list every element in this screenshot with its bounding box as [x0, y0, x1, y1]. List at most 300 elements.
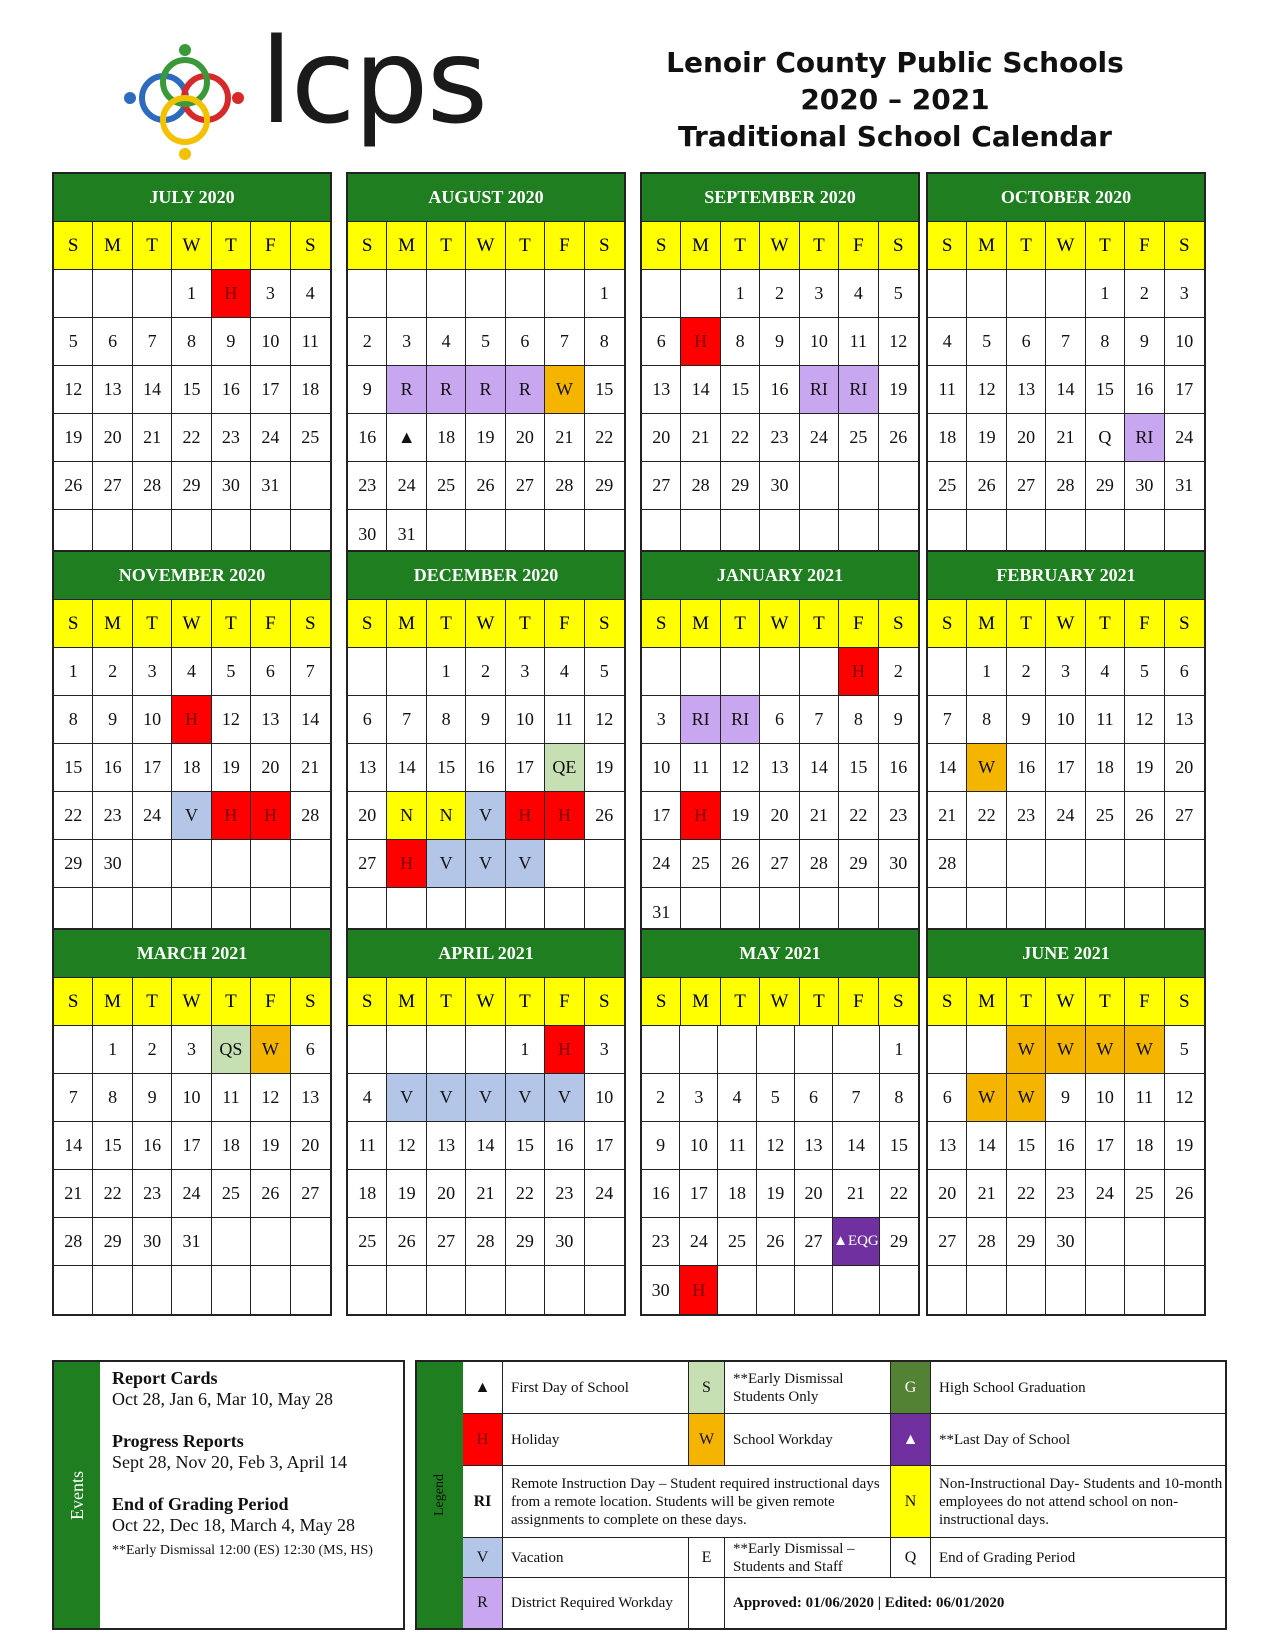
weekday-label: T [212, 978, 251, 1026]
month-may-2021 [640, 928, 920, 1316]
day-cell: 25 [839, 414, 878, 462]
day-cell: 16 [133, 1122, 172, 1170]
weekday-label: F [251, 222, 290, 270]
weekday-label: S [54, 222, 93, 270]
day-cell: 15 [427, 744, 466, 792]
day-cell: 24 [1165, 414, 1204, 462]
month-title: OCTOBER 2020 [928, 174, 1204, 222]
day-cell: 11 [545, 696, 584, 744]
day-cell: 27 [93, 462, 132, 510]
day-cell: 19 [879, 366, 918, 414]
day-cell [427, 1026, 466, 1074]
day-cell: 15 [54, 744, 93, 792]
day-cell: 30 [642, 1266, 680, 1314]
day-cell: 23 [760, 414, 799, 462]
weekday-header-row [348, 222, 624, 270]
day-cell [348, 1266, 387, 1314]
month-april-2021 [346, 928, 626, 1316]
month-march-2021 [52, 928, 332, 1316]
day-grid [928, 1026, 1204, 1314]
day-cell: 14 [928, 744, 967, 792]
weekday-label: F [545, 600, 584, 648]
day-cell: 14 [681, 366, 720, 414]
day-cell: H [506, 792, 545, 840]
day-cell: 17 [642, 792, 681, 840]
day-cell: V [506, 1074, 545, 1122]
day-cell: 29 [721, 462, 760, 510]
weekday-label: T [506, 600, 545, 648]
day-cell: 8 [967, 696, 1006, 744]
day-cell [795, 1266, 833, 1314]
day-cell: 12 [387, 1122, 426, 1170]
weekday-label: T [133, 978, 172, 1026]
day-cell: 27 [795, 1218, 833, 1266]
day-cell: 10 [1046, 696, 1085, 744]
day-cell: 24 [642, 840, 681, 888]
weekday-header-row [642, 222, 918, 270]
day-cell: 7 [387, 696, 426, 744]
day-cell [928, 270, 967, 318]
day-cell [54, 1026, 93, 1074]
day-cell: 22 [721, 414, 760, 462]
day-cell: 3 [680, 1074, 718, 1122]
month-title: DECEMBER 2020 [348, 552, 624, 600]
day-cell: 26 [1125, 792, 1164, 840]
day-cell: 1 [93, 1026, 132, 1074]
day-cell: 10 [680, 1122, 718, 1170]
day-cell: 13 [93, 366, 132, 414]
day-cell [585, 1266, 624, 1314]
day-cell: 28 [967, 1218, 1006, 1266]
day-cell: QE [545, 744, 584, 792]
day-cell: 5 [54, 318, 93, 366]
day-grid [928, 270, 1204, 558]
day-cell: 12 [212, 696, 251, 744]
weekday-label: S [54, 600, 93, 648]
lcps-logo [120, 12, 520, 170]
day-cell: H [545, 1026, 584, 1074]
day-cell [1007, 270, 1046, 318]
day-cell: 1 [880, 1026, 918, 1074]
day-cell: 5 [466, 318, 505, 366]
day-cell: 4 [172, 648, 211, 696]
weekday-label: T [1086, 600, 1125, 648]
weekday-label: T [1086, 978, 1125, 1026]
day-grid [348, 648, 624, 936]
grading-symbol: Q [891, 1538, 931, 1578]
day-cell: 21 [681, 414, 720, 462]
day-cell: V [466, 792, 505, 840]
day-cell: 17 [1165, 366, 1204, 414]
day-cell: 31 [642, 888, 681, 936]
first-day-symbol: ▲ [463, 1362, 503, 1414]
day-cell [1007, 1266, 1046, 1314]
early-students-label: **Early Dismissal Students Only [725, 1362, 891, 1414]
day-cell: 13 [642, 366, 681, 414]
day-cell: 23 [1007, 792, 1046, 840]
day-cell [387, 270, 426, 318]
day-cell: 22 [172, 414, 211, 462]
day-cell: 16 [545, 1122, 584, 1170]
day-cell [54, 270, 93, 318]
day-cell [795, 1026, 833, 1074]
day-cell: 26 [1165, 1170, 1204, 1218]
legend-panel [415, 1360, 1227, 1630]
day-cell: 27 [642, 462, 681, 510]
weekday-label: M [681, 978, 720, 1026]
day-cell: 3 [133, 648, 172, 696]
weekday-label: S [585, 222, 624, 270]
weekday-header-row [928, 978, 1204, 1026]
day-cell: 18 [291, 366, 330, 414]
day-cell: 31 [251, 462, 290, 510]
day-cell: 8 [427, 696, 466, 744]
day-cell: 8 [880, 1074, 918, 1122]
day-cell [251, 840, 290, 888]
day-cell: 30 [1125, 462, 1164, 510]
day-cell: 30 [348, 510, 387, 558]
page-title [660, 44, 1130, 155]
weekday-label: S [291, 222, 330, 270]
day-cell: 14 [833, 1122, 880, 1170]
day-cell: 28 [681, 462, 720, 510]
day-cell: 5 [967, 318, 1006, 366]
day-cell: 10 [172, 1074, 211, 1122]
day-cell: 21 [800, 792, 839, 840]
day-cell [1165, 1218, 1204, 1266]
day-cell [348, 270, 387, 318]
day-cell [212, 840, 251, 888]
day-cell: R [387, 366, 426, 414]
day-cell [172, 1266, 211, 1314]
day-cell: 23 [642, 1218, 680, 1266]
weekday-label: S [928, 978, 967, 1026]
weekday-header-row [928, 222, 1204, 270]
month-title: JULY 2020 [54, 174, 330, 222]
day-cell: 10 [585, 1074, 624, 1122]
day-cell: 16 [879, 744, 918, 792]
month-july-2020 [52, 172, 332, 560]
day-cell [879, 462, 918, 510]
day-cell: 5 [879, 270, 918, 318]
day-cell [681, 270, 720, 318]
day-cell: 20 [795, 1170, 833, 1218]
day-cell: 4 [928, 318, 967, 366]
vacation-symbol: V [463, 1538, 503, 1578]
day-cell: 13 [348, 744, 387, 792]
day-cell: 6 [795, 1074, 833, 1122]
day-cell [251, 1218, 290, 1266]
day-cell: 24 [585, 1170, 624, 1218]
weekday-label: S [642, 600, 681, 648]
day-cell: 21 [545, 414, 584, 462]
day-cell [1086, 840, 1125, 888]
day-cell: 15 [1086, 366, 1125, 414]
weekday-label: T [1007, 978, 1046, 1026]
day-cell: 2 [348, 318, 387, 366]
day-cell: H [681, 318, 720, 366]
day-cell: 24 [680, 1218, 718, 1266]
day-cell [1125, 1218, 1164, 1266]
day-cell [1125, 1266, 1164, 1314]
month-august-2020 [346, 172, 626, 560]
day-cell [506, 270, 545, 318]
day-cell: 22 [506, 1170, 545, 1218]
day-cell: 1 [54, 648, 93, 696]
day-cell [839, 462, 878, 510]
weekday-label: W [466, 222, 505, 270]
day-cell: 29 [172, 462, 211, 510]
day-cell: 9 [760, 318, 799, 366]
day-cell [721, 648, 760, 696]
weekday-label: S [348, 978, 387, 1026]
day-cell: 26 [967, 462, 1006, 510]
day-cell: 26 [54, 462, 93, 510]
day-grid [54, 270, 330, 558]
day-cell: 8 [1086, 318, 1125, 366]
day-cell: 28 [545, 462, 584, 510]
day-cell: V [545, 1074, 584, 1122]
day-cell: 29 [1007, 1218, 1046, 1266]
day-cell: 21 [1046, 414, 1085, 462]
day-cell: 29 [93, 1218, 132, 1266]
day-cell: 20 [291, 1122, 330, 1170]
weekday-label: W [172, 600, 211, 648]
weekday-label: M [681, 222, 720, 270]
day-cell: 31 [1165, 462, 1204, 510]
day-cell: 7 [545, 318, 584, 366]
weekday-label: W [760, 600, 799, 648]
weekday-label: S [642, 978, 681, 1026]
events-content [112, 1368, 395, 1559]
weekday-label: W [1046, 222, 1085, 270]
weekday-label: T [506, 978, 545, 1026]
day-cell [800, 462, 839, 510]
day-cell: W [1125, 1026, 1164, 1074]
day-cell: 24 [133, 792, 172, 840]
day-cell: 15 [585, 366, 624, 414]
day-cell: 10 [642, 744, 681, 792]
day-cell [928, 648, 967, 696]
weekday-label: S [642, 222, 681, 270]
day-cell: 30 [545, 1218, 584, 1266]
day-cell: 16 [760, 366, 799, 414]
day-cell: 19 [387, 1170, 426, 1218]
day-cell: 27 [760, 840, 799, 888]
day-cell: 27 [348, 840, 387, 888]
day-cell: 9 [133, 1074, 172, 1122]
month-september-2020 [640, 172, 920, 560]
day-cell [1007, 840, 1046, 888]
day-cell: 2 [93, 648, 132, 696]
day-cell: 6 [760, 696, 799, 744]
day-cell: 3 [585, 1026, 624, 1074]
month-title: AUGUST 2020 [348, 174, 624, 222]
weekday-label: S [1165, 600, 1204, 648]
day-cell: R [506, 366, 545, 414]
day-cell: 4 [1086, 648, 1125, 696]
day-cell [757, 1026, 795, 1074]
day-cell: 15 [721, 366, 760, 414]
day-cell: 12 [585, 696, 624, 744]
day-cell [928, 1266, 967, 1314]
weekday-label: T [212, 600, 251, 648]
day-cell [466, 270, 505, 318]
day-cell: 18 [172, 744, 211, 792]
day-cell [545, 270, 584, 318]
day-grid [348, 1026, 624, 1314]
district-workday-symbol: R [463, 1578, 503, 1628]
day-cell: QS [212, 1026, 251, 1074]
legend-side-label: Legend [417, 1362, 463, 1628]
day-cell: 20 [928, 1170, 967, 1218]
day-cell: W [967, 1074, 1006, 1122]
day-cell: 15 [1007, 1122, 1046, 1170]
day-cell: 27 [506, 462, 545, 510]
day-cell [833, 1266, 880, 1314]
first-day-label: First Day of School [503, 1362, 689, 1414]
day-cell: 19 [757, 1170, 795, 1218]
day-cell: 21 [466, 1170, 505, 1218]
day-cell: 30 [879, 840, 918, 888]
day-cell: 19 [585, 744, 624, 792]
day-cell: 6 [93, 318, 132, 366]
day-cell: 25 [928, 462, 967, 510]
day-cell: 30 [1046, 1218, 1085, 1266]
day-cell [833, 1026, 880, 1074]
day-cell: 14 [291, 696, 330, 744]
last-day-symbol: ▲ [891, 1414, 931, 1466]
day-cell: 10 [506, 696, 545, 744]
day-cell [427, 1266, 466, 1314]
non-instructional-label: Non-Instructional Day- Students and 10-month employees do not attend school on non-instructional days. [931, 1466, 1225, 1538]
day-cell: 12 [251, 1074, 290, 1122]
weekday-label: T [800, 222, 839, 270]
day-cell: 17 [133, 744, 172, 792]
day-cell: 23 [133, 1170, 172, 1218]
day-cell: 3 [251, 270, 290, 318]
day-cell: 7 [54, 1074, 93, 1122]
day-cell [545, 840, 584, 888]
weekday-label: F [1125, 978, 1164, 1026]
day-cell: 15 [839, 744, 878, 792]
day-cell: 26 [387, 1218, 426, 1266]
day-cell: 9 [1046, 1074, 1085, 1122]
day-cell: 4 [348, 1074, 387, 1122]
day-cell [880, 1266, 918, 1314]
day-cell: 28 [291, 792, 330, 840]
day-cell [212, 1218, 251, 1266]
weekday-label: W [760, 222, 799, 270]
day-cell: 4 [291, 270, 330, 318]
vacation-label: Vacation [503, 1538, 689, 1578]
day-cell: 8 [93, 1074, 132, 1122]
day-cell: 9 [642, 1122, 680, 1170]
weekday-label: F [545, 978, 584, 1026]
day-cell: 2 [466, 648, 505, 696]
title-district: Lenoir County Public Schools [666, 46, 1124, 79]
day-cell: 21 [967, 1170, 1006, 1218]
month-title: SEPTEMBER 2020 [642, 174, 918, 222]
day-cell: 14 [967, 1122, 1006, 1170]
day-cell: 10 [1165, 318, 1204, 366]
day-cell: 20 [93, 414, 132, 462]
weekday-label: F [839, 600, 878, 648]
holiday-symbol: H [463, 1414, 503, 1466]
day-cell: 11 [1125, 1074, 1164, 1122]
day-cell: RI [839, 366, 878, 414]
day-cell [585, 1218, 624, 1266]
day-cell: 30 [133, 1218, 172, 1266]
weekday-label: F [1125, 222, 1164, 270]
day-cell: 6 [348, 696, 387, 744]
day-cell: 25 [212, 1170, 251, 1218]
weekday-label: M [387, 978, 426, 1026]
day-cell: 28 [800, 840, 839, 888]
day-cell: H [680, 1266, 718, 1314]
day-cell: 9 [466, 696, 505, 744]
day-cell: 6 [1007, 318, 1046, 366]
day-cell: 2 [133, 1026, 172, 1074]
day-cell: 15 [93, 1122, 132, 1170]
day-cell: 16 [466, 744, 505, 792]
weekday-label: S [291, 600, 330, 648]
day-cell: 29 [839, 840, 878, 888]
day-cell: 24 [172, 1170, 211, 1218]
day-cell: H [839, 648, 878, 696]
day-cell: 11 [718, 1122, 756, 1170]
day-grid [54, 648, 330, 936]
day-cell: 21 [54, 1170, 93, 1218]
day-cell: 21 [928, 792, 967, 840]
day-cell: R [427, 366, 466, 414]
day-cell: 26 [466, 462, 505, 510]
day-cell: 17 [506, 744, 545, 792]
weekday-label: F [545, 222, 584, 270]
day-cell: 13 [1165, 696, 1204, 744]
day-cell: 12 [721, 744, 760, 792]
day-cell: 14 [466, 1122, 505, 1170]
day-cell [1046, 270, 1085, 318]
day-cell: 10 [251, 318, 290, 366]
day-cell [291, 462, 330, 510]
day-cell: 10 [800, 318, 839, 366]
day-cell: 10 [1086, 1074, 1125, 1122]
day-grid [642, 648, 918, 936]
day-cell: 15 [506, 1122, 545, 1170]
day-cell: 1 [585, 270, 624, 318]
day-cell [967, 270, 1006, 318]
early-students-symbol: S [689, 1362, 725, 1414]
day-cell: 25 [291, 414, 330, 462]
day-cell: 5 [1125, 648, 1164, 696]
day-cell: 21 [291, 744, 330, 792]
day-cell: R [466, 366, 505, 414]
day-cell: 26 [757, 1218, 795, 1266]
day-cell: 3 [800, 270, 839, 318]
day-cell: 3 [387, 318, 426, 366]
weekday-label: T [1086, 222, 1125, 270]
day-cell: 14 [1046, 366, 1085, 414]
day-cell: 4 [718, 1074, 756, 1122]
day-cell: 17 [1046, 744, 1085, 792]
day-cell: 12 [967, 366, 1006, 414]
day-cell [680, 1026, 718, 1074]
report-cards-dates: Oct 28, Jan 6, Mar 10, May 28 [112, 1389, 333, 1409]
day-cell: 16 [348, 414, 387, 462]
day-cell: W [545, 366, 584, 414]
day-cell [681, 648, 720, 696]
